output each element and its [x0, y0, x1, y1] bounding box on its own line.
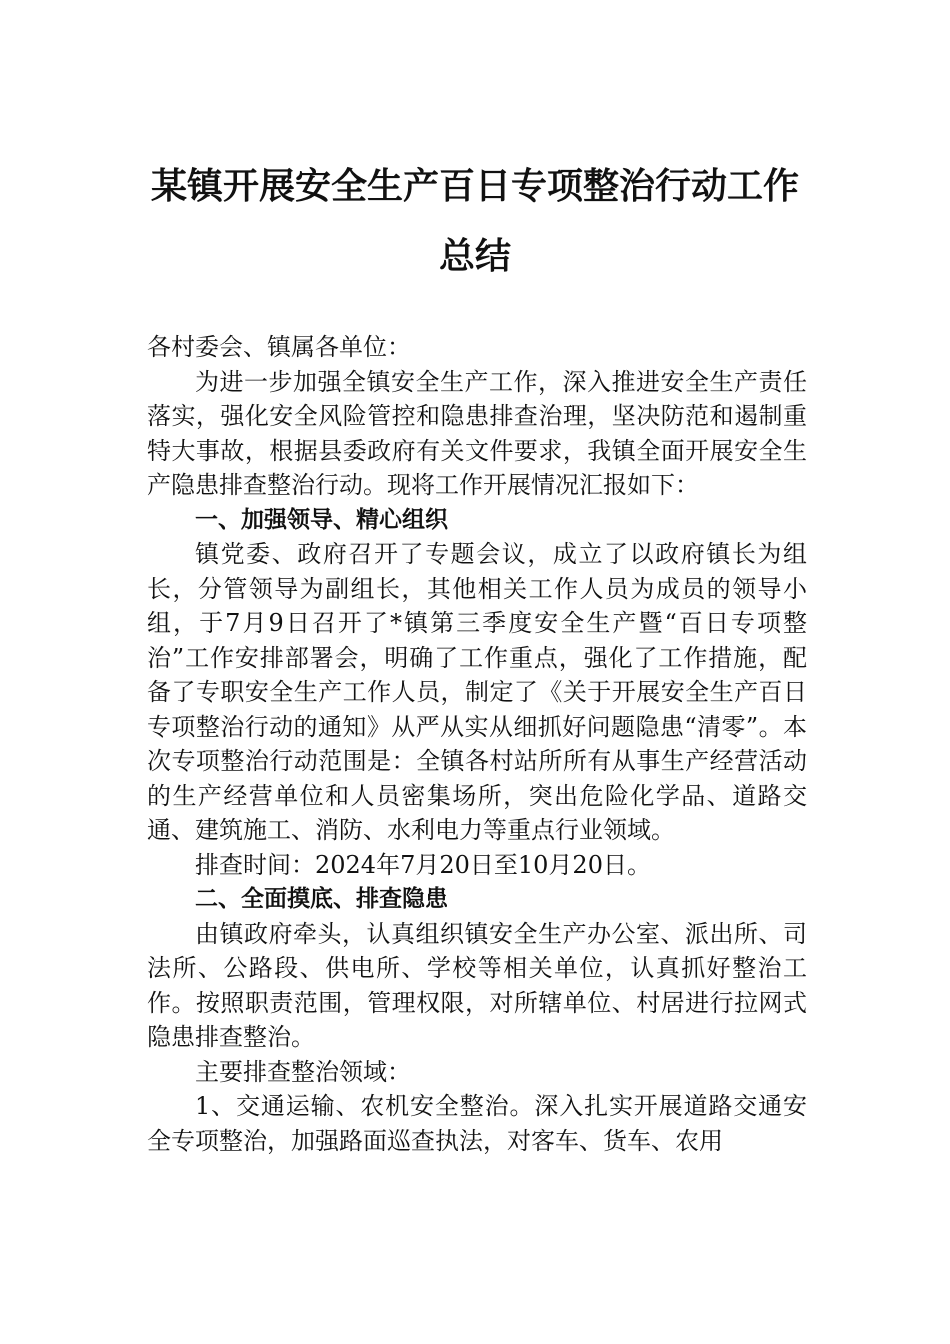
intro-paragraph: 为进一步加强全镇安全生产工作，深入推进安全生产责任落实，强化安全风险管控和隐患排查治理，坚决防范和遏制重特大事故，根据县委政府有关文件要求，我镇全面开展安全生产隐患排查整治行动。现将工作开展情况汇报如下： [147, 367, 807, 499]
section2-areas: 主要排查整治领域： [195, 1057, 411, 1086]
section1-paragraph: 镇党委、政府召开了专题会议，成立了以政府镇长为组长，分管领导为副组长，其他相关工作人员为成员的领导小组，于7月9日召开了*镇第三季度安全生产暨“百日专项整治”工作安排部署会，明确了工作重点，强化了工作措施，配备了专职安全生产工作人员，制定了《关于开展安全生产百日专项整治行动的通知》从严从实从细抓好问题隐患“清零”。本次专项整治行动范围是：全镇各村站所所有从事生产经营活动的生产经营单位和人员密集场所，突出危险化学品、道路交通、建筑施工、消防、水利电力等重点行业领域。 [147, 540, 807, 844]
salutation: 各村委会、镇属各单位： [147, 333, 411, 361]
document-title-line2: 总结 [438, 235, 511, 277]
section1-heading: 一、加强领导、精心组织 [195, 506, 448, 533]
document-title-line1: 某镇开展安全生产百日专项整治行动工作 [150, 165, 799, 207]
section2-paragraph: 由镇政府牵头，认真组织镇安全生产办公室、派出所、司法所、公路段、供电所、学校等相关单位，认真抓好整治工作。按照职责范围，管理权限，对所辖单位、村居进行拉网式隐患排查整治。 [147, 919, 807, 1051]
section2-item1: 1、交通运输、农机安全整治。深入扎实开展道路交通安全专项整治，加强路面巡查执法，对客车、货车、农用 [147, 1092, 807, 1155]
document-body [147, 330, 807, 1158]
section1-time: 排查时间：2024年7月20日至10月20日。 [195, 850, 651, 879]
section2-heading: 二、全面摸底、排查隐患 [195, 886, 448, 912]
